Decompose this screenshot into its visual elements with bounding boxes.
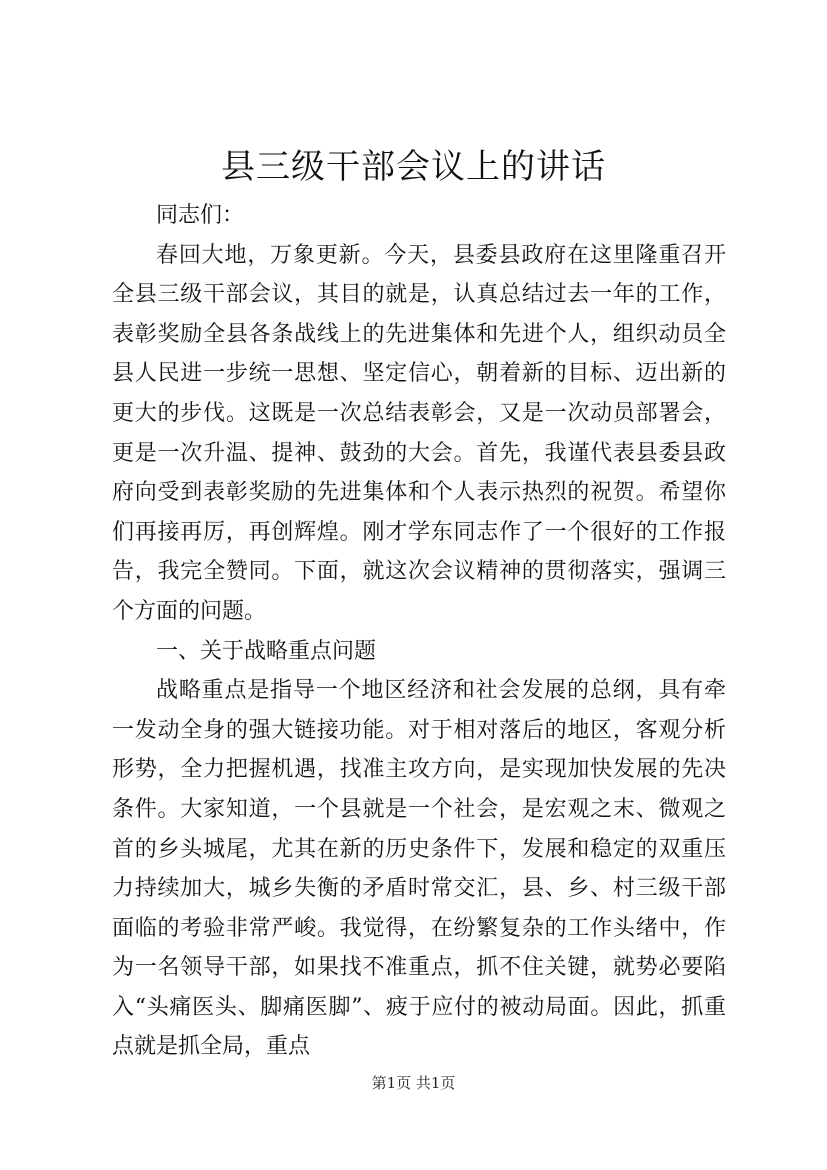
salutation-paragraph: 同志们：: [156, 203, 245, 228]
opening-paragraph: 春回大地，万象更新。今天，县委县政府在这里隆重召开全县三级干部会议，其目的就是，认真总结过去一年的工作，表彰奖励全县各条战线上的先进集体和先进个人，组织动员全县人民进一步统一思想、坚定信心，朝着新的目标、迈出新的更大的步伐。这既是一次总结表彰会，又是一次动员部署会，更是一次升温、提神、鼓劲的大会。首先，我谨代表县委县政府向受到表彰奖励的先进集体和个人表示热烈的祝贺。希望你们再接再厉，再创辉煌。刚才学东同志作了一个很好的工作报告，我完全赞同。下面，就这次会议精神的贯彻落实，强调三个方面的问题。: [112, 242, 726, 624]
page-number-footer: 第1页 共1页: [371, 1074, 456, 1092]
section-paragraph: 战略重点是指导一个地区经济和社会发展的总纲，具有牵一发动全身的强大链接功能。对于相对落后的地区，客观分析形势，全力把握机遇，找准主攻方向，是实现加快发展的先决条件。大家知道，一个县就是一个社会，是宏观之末、微观之首的乡头城尾，尤其在新的历史条件下，发展和稳定的双重压力持续加大，城乡失衡的矛盾时常交汇，县、乡、村三级干部面临的考验非常严峻。我觉得，在纷繁复杂的工作头绪中，作为一名领导干部，如果找不准重点，抓不住关键，就势必要陷入“头痛医头、脚痛医脚”、疲于应付的被动局面。因此，抓重点就是抓全局，重点: [112, 678, 726, 1060]
document-title: 县三级干部会议上的讲话: [221, 147, 606, 187]
section-heading: 一、关于战略重点问题: [156, 638, 377, 664]
document-body: [112, 196, 726, 1067]
